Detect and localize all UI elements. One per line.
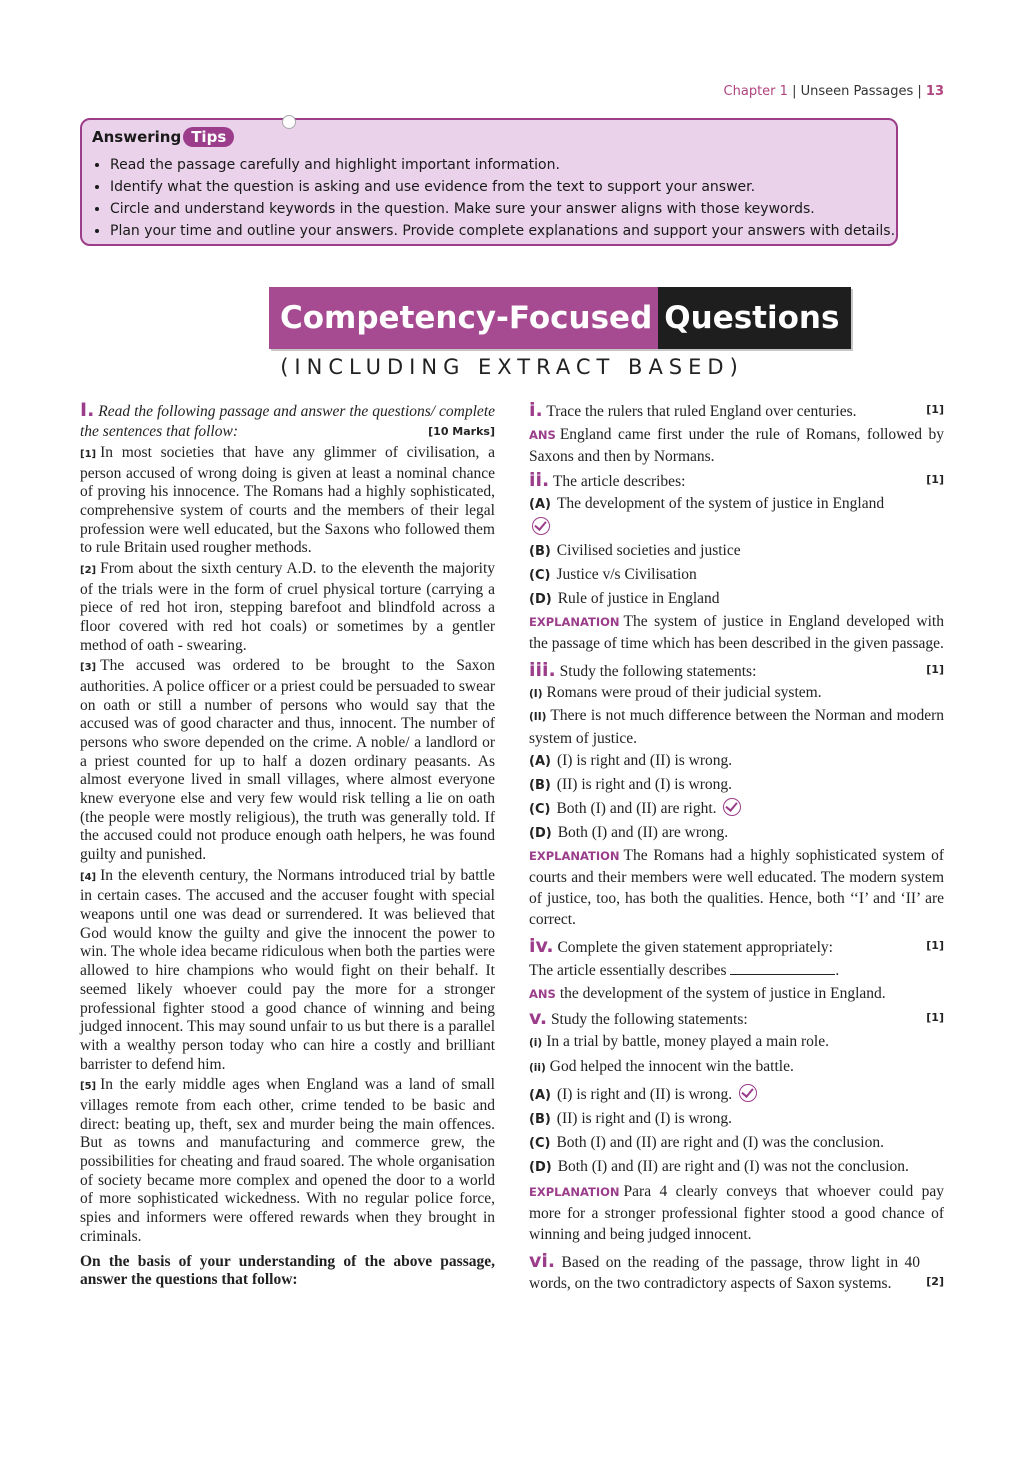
tips-list — [92, 154, 895, 242]
chapter-label: Chapter 1 — [723, 84, 788, 99]
passage-paragraph: [2] From about the sixth century A.D. to the eleventh the majority of the trials were in the form of cruel physical torture (carrying a piece of red hot iron, stepping barefoot and blindfold across a floor covered with red hot coals) or sometimes by a gentler method of oath - swearing. — [80, 559, 495, 654]
question-4: iv. Complete the given statement appropriately: [1] — [529, 935, 944, 957]
banner-part2: Questions — [658, 287, 851, 349]
tips-pill: Tips — [183, 127, 234, 147]
passage-instruction: Read the following passage and answer the questions/ complete the sentences that follow: — [80, 403, 495, 440]
page-number: 13 — [925, 84, 944, 99]
statement-1: (i) In a trial by battle, money played a main role. — [529, 1033, 829, 1050]
question-1: i. Trace the rulers that ruled England over centuries. [1] — [529, 399, 944, 421]
banner-part1: Competency-Focused — [269, 287, 658, 349]
passage-intro — [80, 400, 495, 442]
question-6: vi. Based on the reading of the passage, throw light in 40 words, on the two contradictory aspects of Saxon systems. [2] — [529, 1250, 944, 1292]
option-c[interactable]: (C) Justice v/s Civilisation — [529, 566, 697, 583]
statement-2: (ii) God helped the innocent win the battle. — [529, 1058, 794, 1075]
option-a[interactable]: (A) The development of the system of justice in England — [529, 492, 889, 539]
tip-item: • Read the passage carefully and highlight important information. — [110, 154, 895, 176]
option-b[interactable]: (B) (II) is right and (I) is wrong. — [529, 1110, 732, 1127]
explanation-2: EXPLANATION The system of justice in England developed with the passage of time which has been described in the given passage. — [529, 613, 944, 652]
section-label: Unseen Passages — [800, 84, 914, 99]
passage-column — [80, 400, 495, 1292]
passage-closing: On the basis of your understanding of the above passage, answer the questions that follow: — [80, 1252, 495, 1289]
answer-4: ANS the development of the system of justice in England. — [529, 985, 886, 1002]
passage-paragraph: [1] In most societies that have any glimmer of civilisation, a person accused of wrong doing is given at least a nominal chance of proving his innocence. The Romans had a highly sophisticated, comprehensive system of courts and the members of their legal profession were well educated, but the Saxons who followed them to rule Britain used rougher methods. — [80, 443, 495, 557]
passage-number: I. — [80, 399, 95, 421]
statement-2: (II) There is not much difference between the Norman and modern system of justice. — [529, 707, 944, 747]
correct-check-icon — [723, 798, 741, 816]
option-d[interactable]: (D) Rule of justice in England — [529, 590, 720, 607]
option-d[interactable]: (D) Both (I) and (II) are wrong. — [529, 824, 729, 841]
option-a[interactable]: (A) (I) is right and (II) is wrong. — [529, 752, 733, 769]
tip-item: • Circle and understand keywords in the question. Make sure your answer aligns with those keywords. — [110, 198, 895, 220]
page-header: Chapter 1 | Unseen Passages | 13 — [723, 84, 944, 99]
question-5: v. Study the following statements: [1] — [529, 1007, 944, 1029]
answer-1: ANS England came first under the rule of Romans, followed by Saxons and then by Normans. — [529, 426, 944, 465]
correct-check-icon — [739, 1084, 757, 1102]
explanation-3: EXPLANATION The Romans had a highly sophisticated system of courts and their members were well educated. The modern system of justice, too, has both the qualities. Hence, both ‘‘I’ and ‘II’ are correct. — [529, 847, 944, 928]
statement-1: (I) Romans were proud of their judicial system. — [529, 684, 822, 701]
option-c[interactable]: (C) Both (I) and (II) are right. — [529, 797, 944, 821]
banner-subtitle: (INCLUDING EXTRACT BASED) — [280, 355, 744, 379]
passage-paragraph: [3] The accused was ordered to be brought to the Saxon authorities. A police officer or a priest could be persuaded to swear on oath or still a number of persons who would say that the accused was of good character and thus, innocent. The number of persons who swore depended on the crime. A noble/ a landlord or a priest counted for up to half a dozen ordinary peasants. As almost everyone lived in small villages, where almost everyone knew everyone else and very few would risk telling a lie on oath (the people were mostly religious), the truth was generally told. If the accused could not produce enough oath helpers, he was found guilty and punished. — [80, 657, 495, 864]
answering-tips-box — [80, 118, 898, 246]
option-b[interactable]: (B) (II) is right and (I) is wrong. — [529, 776, 732, 793]
correct-check-icon — [532, 517, 550, 535]
section-banner — [269, 287, 851, 349]
option-d[interactable]: (D) Both (I) and (II) are right and (I) was not the conclusion. — [529, 1158, 909, 1175]
tips-title: Answering Tips — [92, 128, 234, 146]
option-c[interactable]: (C) Both (I) and (II) are right and (I) was the conclusion. — [529, 1134, 884, 1151]
passage-marks: [10 Marks] — [428, 425, 495, 438]
question-3: iii. Study the following statements: [1] — [529, 659, 944, 681]
tip-item: • Plan your time and outline your answers. Provide complete explanations and support your answers with details. — [110, 220, 895, 242]
question-2: ii. The article describes: [1] — [529, 469, 944, 491]
passage-paragraph: [4] In the eleventh century, the Normans introduced trial by battle in certain cases. The accused and the accuser fought with special weapons until one was dead or surrendered. It was believed that God would know the guilty and give the innocent the power to win. The whole idea became ridiculous when both the parties were allowed to hire champions who would fight on their behalf. It seemed likely whoever could pay the more for a stronger professional fighter stood a good chance of winning and being judged innocent. This may sound unfair to us but there is a parallel with a wealthy person today who can hire a costly and brilliant barrister to defend him. — [80, 866, 495, 1073]
tip-item: • Identify what the question is asking and use evidence from the text to support your answer. — [110, 176, 895, 198]
option-b[interactable]: (B) Civilised societies and justice — [529, 542, 741, 559]
statement-blank: The article essentially describes . — [529, 962, 840, 979]
questions-column — [529, 400, 944, 1294]
tips-pin-icon — [282, 115, 296, 129]
answer-blank[interactable] — [730, 974, 835, 975]
passage-paragraph: [5] In the early middle ages when England was a land of small villages remote from each other, crime tended to be basic and direct: beating up, theft, sex and murder being the main offences. But as towns and manufacturing and commerce grew, the possibilities for cheating and fraud soared. The whole organisation of society became more complex and opened the door to a world of more sophisticated wickedness. With no regular police force, spies and informers were offered rewards when they brought in criminals. — [80, 1076, 495, 1245]
explanation-5: EXPLANATION Para 4 clearly conveys that whoever could pay more for a stronger professional fighter stood a good chance of winning and being judged innocent. — [529, 1183, 944, 1243]
option-a[interactable]: (A) (I) is right and (II) is wrong. — [529, 1083, 944, 1107]
